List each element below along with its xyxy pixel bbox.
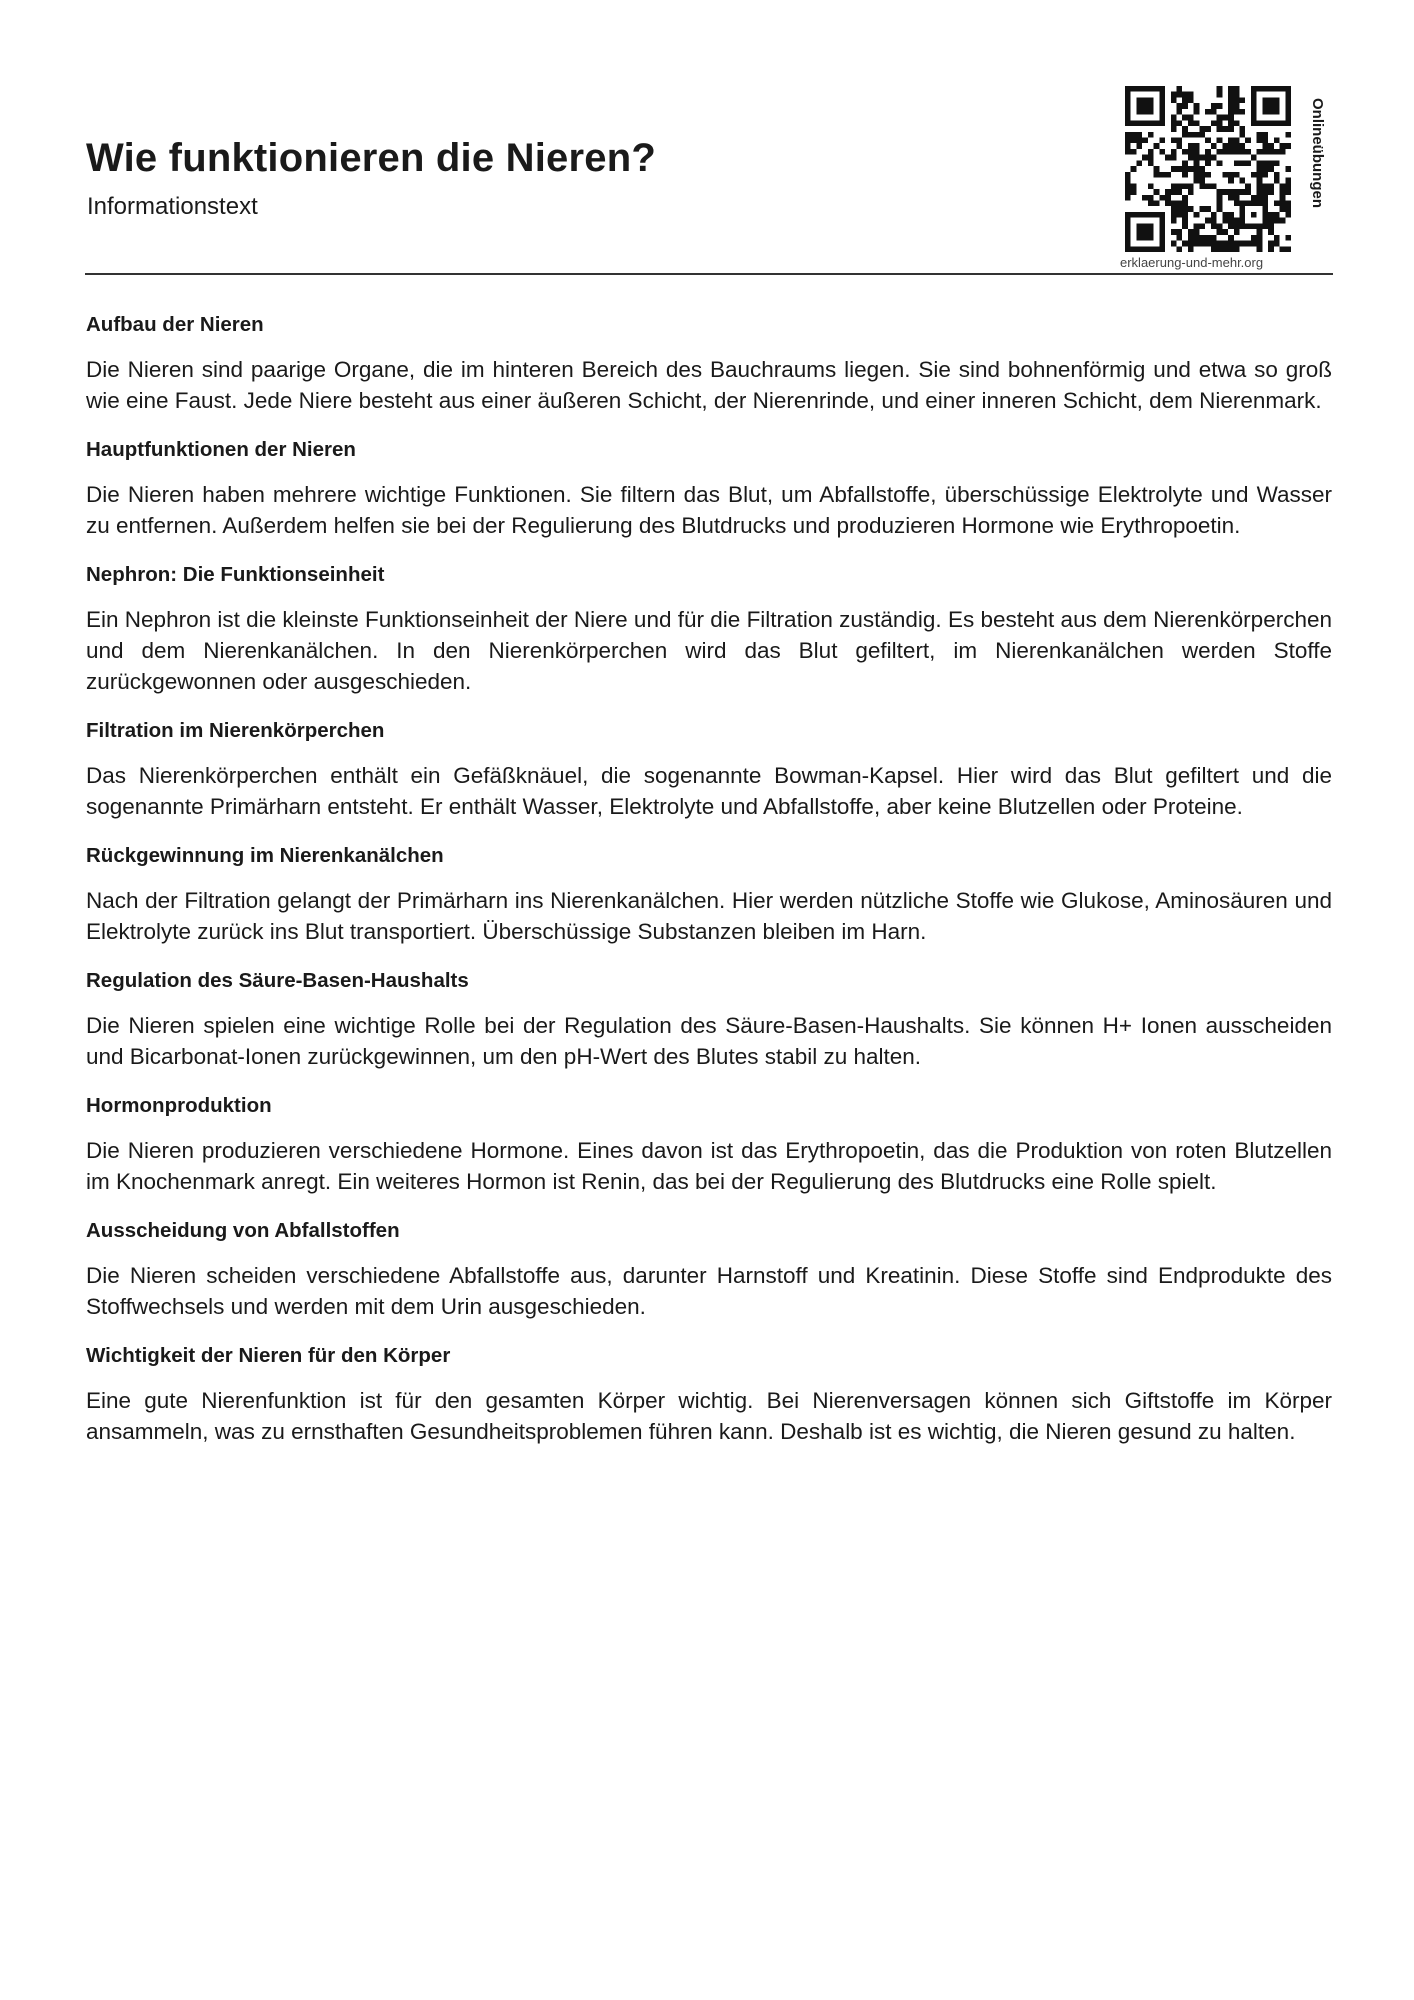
qr-code-graphic: [1125, 86, 1291, 252]
section-hauptfunktionen: [86, 435, 1332, 541]
section-heading: Nephron: Die Funktionseinheit: [86, 563, 385, 586]
page-title: Wie funktionieren die Nieren?: [86, 136, 656, 180]
page-subtitle: Informationstext: [87, 193, 258, 220]
section-filtration: [86, 716, 1332, 822]
section-nephron: [86, 560, 1332, 697]
section-heading: Filtration im Nierenkörperchen: [86, 719, 385, 742]
section-text: Ein Nephron ist die kleinste Funktionseinheit der Niere und für die Filtration zuständig. Es besteht aus dem Nierenkörperchen und dem Nierenkanälchen. In den Nierenkörperchen wird das Blut gefiltert, im Nierenkanälchen werden Stoffe zurückgewonnen oder ausgeschieden.: [86, 607, 1332, 694]
section-heading: Hauptfunktionen der Nieren: [86, 438, 356, 461]
section-saeure-basen: [86, 966, 1332, 1072]
section-aufbau: [86, 310, 1332, 416]
header-divider: [85, 273, 1333, 275]
section-text: Eine gute Nierenfunktion ist für den gesamten Körper wichtig. Bei Nierenversagen können sich Giftstoffe im Körper ansammeln, was zu ernsthaften Gesundheitsproblemen führen kann. Deshalb ist es wichtig, die Nieren gesund zu halten.: [86, 1388, 1332, 1444]
section-text: Die Nieren haben mehrere wichtige Funktionen. Sie filtern das Blut, um Abfallstoffe, überschüssige Elektrolyte und Wasser zu entfernen. Außerdem helfen sie bei der Regulierung des Blutdrucks und produzieren Hormone wie Erythropoetin.: [86, 482, 1332, 538]
section-heading: Aufbau der Nieren: [86, 313, 264, 336]
section-ausscheidung: [86, 1216, 1332, 1322]
section-rueckgewinnung: [86, 841, 1332, 947]
qr-side-label-text: Onlineübungen: [1309, 98, 1326, 208]
qr-code-icon[interactable]: [1125, 86, 1291, 252]
section-text: Die Nieren scheiden verschiedene Abfallstoffe aus, darunter Harnstoff und Kreatinin. Diese Stoffe sind Endprodukte des Stoffwechsels und werden mit dem Urin ausgeschieden.: [86, 1263, 1332, 1319]
section-text: Die Nieren sind paarige Organe, die im hinteren Bereich des Bauchraums liegen. Sie sind bohnenförmig und etwa so groß wie eine Faust. Jede Niere besteht aus einer äußeren Schicht, der Nierenrinde, und einer inneren Schicht, dem Nierenmark.: [86, 357, 1332, 413]
section-text: Nach der Filtration gelangt der Primärharn ins Nierenkanälchen. Hier werden nützliche Stoffe wie Glukose, Aminosäuren und Elektrolyte zurück ins Blut transportiert. Überschüssige Substanzen bleiben im Harn.: [86, 888, 1332, 944]
section-hormonproduktion: [86, 1091, 1332, 1197]
section-heading: Regulation des Säure-Basen-Haushalts: [86, 969, 469, 992]
section-text: Die Nieren produzieren verschiedene Hormone. Eines davon ist das Erythropoetin, das die Produktion von roten Blutzellen im Knochenmark anregt. Ein weiteres Hormon ist Renin, das bei der Regulierung des Blutdrucks eine Rolle spielt.: [86, 1138, 1332, 1194]
section-text: Die Nieren spielen eine wichtige Rolle bei der Regulation des Säure-Basen-Haushalts. Sie können H+ Ionen ausscheiden und Bicarbonat-Ionen zurückgewinnen, um den pH-Wert des Blutes stabil zu halten.: [86, 1013, 1332, 1069]
section-text: Das Nierenkörperchen enthält ein Gefäßknäuel, die sogenannte Bowman-Kapsel. Hier wird das Blut gefiltert und die sogenannte Primärharn entsteht. Er enthält Wasser, Elektrolyte und Abfallstoffe, aber keine Blutzellen oder Proteine.: [86, 763, 1332, 819]
section-heading: Ausscheidung von Abfallstoffen: [86, 1219, 400, 1242]
section-wichtigkeit: [86, 1341, 1332, 1447]
section-heading: Hormonproduktion: [86, 1094, 272, 1117]
qr-side-label: [1302, 98, 1330, 252]
section-heading: Wichtigkeit der Nieren für den Körper: [86, 1344, 451, 1367]
website-link[interactable]: erklaerung-und-mehr.org: [1120, 255, 1264, 270]
content-area: [86, 310, 1332, 1466]
section-heading: Rückgewinnung im Nierenkanälchen: [86, 844, 444, 867]
